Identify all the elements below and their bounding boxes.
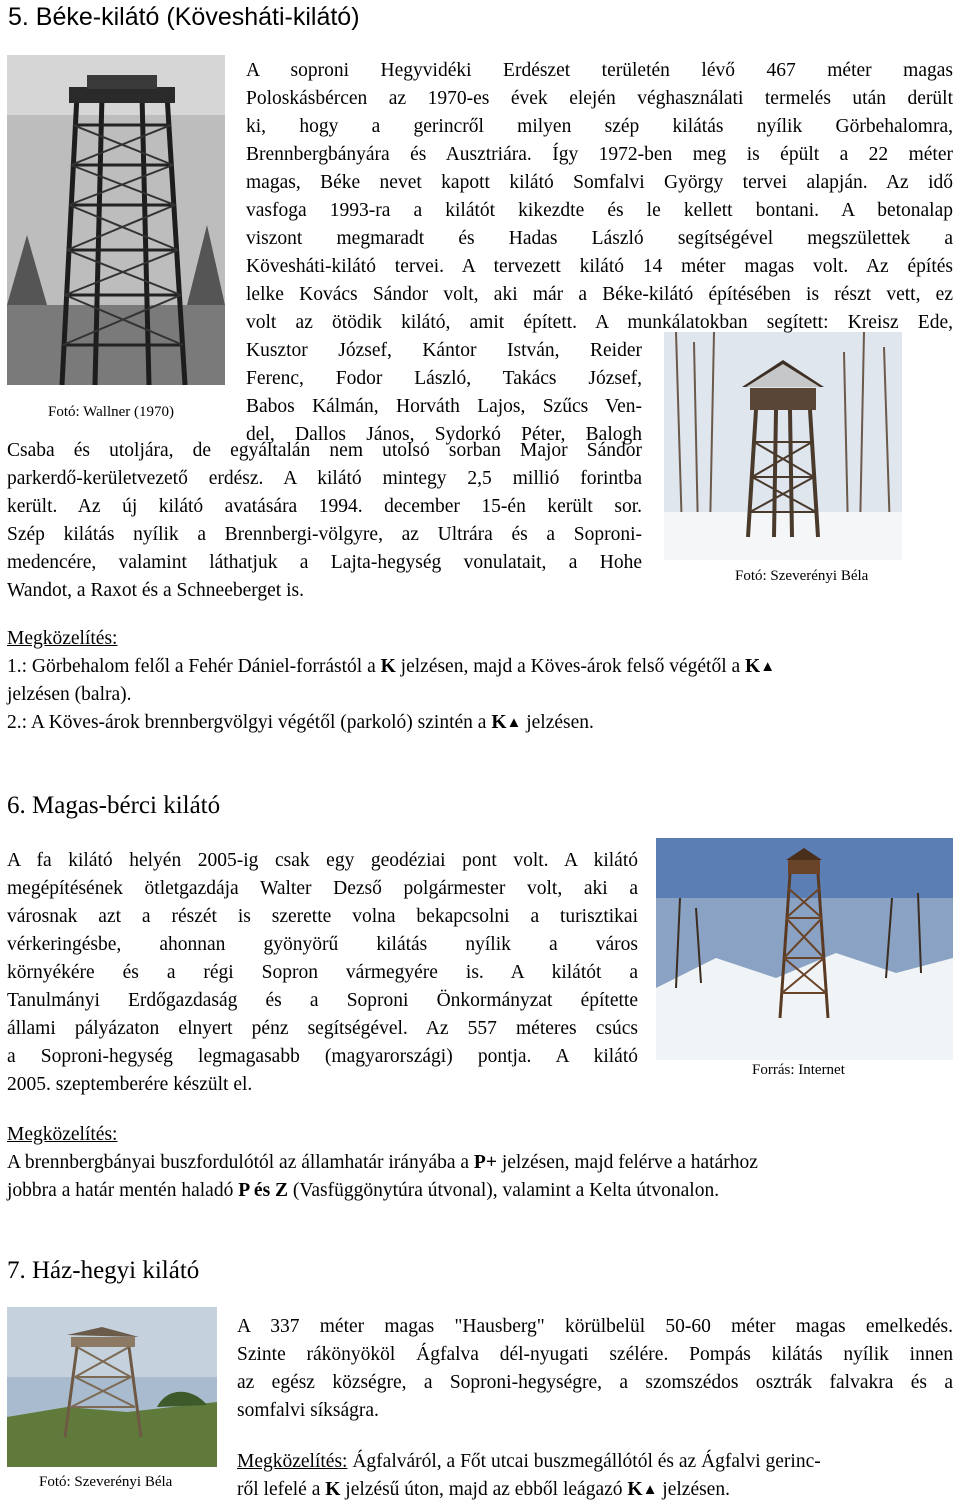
photo-kovesbati-tower-winter [664, 332, 902, 560]
triangle-icon: ▲ [760, 659, 776, 675]
text-line: 2005. szeptemberére készült el. [7, 1074, 253, 1095]
text-line: Babos Kálmán, Horváth Lajos, Szűcs Ven- [246, 396, 642, 417]
section6-approach-label: Megközelítés: [7, 1124, 118, 1145]
text-line: A fa kilátó helyén 2005-ig csak egy geodéziai pont volt. A kilátó [7, 850, 638, 871]
tower-summer-illustration [7, 1307, 217, 1467]
section5-route1 [7, 653, 775, 681]
photo-magas-berci-tower [656, 838, 953, 1060]
section7-route-line2 [237, 1476, 730, 1504]
text-line: Csaba és utoljára, de egyáltalán nem utolsó sorban Major Sándor [7, 440, 642, 461]
photo1-caption: Fotó: Wallner (1970) [48, 404, 174, 420]
photo2-caption: Fotó: Szeverényi Béla [735, 568, 869, 584]
text-line: Wandot, a Raxot és a Schneeberget is. [7, 580, 304, 601]
text-line: vasfoga 1993-ra a kilátót kikezdte és le kellett bontani. A betonalap [246, 200, 953, 221]
triangle-icon: ▲ [642, 1482, 658, 1498]
section6-title: 6. Magas-bérci kilátó [7, 792, 221, 819]
text-line: Kusztor József, Kántor István, Reider [246, 340, 642, 361]
text-line: az egész községre, a Soproni-hegységre, a szomszédos osztrák falvakra és a [237, 1372, 953, 1393]
text-line: állami pályázaton elnyert pénz segítségével. Az 557 méteres csúcs [7, 1018, 638, 1039]
photo-haz-hegyi-tower [7, 1307, 217, 1467]
text-line: ki, hogy a gerincről milyen szép kilátás nyílik Görbehalomra, [246, 116, 953, 137]
section5-route2 [7, 709, 594, 737]
text-line: vérkeringésbe, ahonnan gyönyörű kilátás nyílik a város [7, 934, 638, 955]
section7-approach-label: Megközelítés: [237, 1451, 348, 1472]
trail-mark-k: K [627, 1479, 643, 1500]
section5-paragraph-middle [246, 337, 642, 449]
text-line: volt az ötödik kilátó, amit épített. A munkálatokban segített: Kreisz Ede, [246, 312, 953, 333]
text-line: A 337 méter magas "Hausberg" körülbelül 50-60 méter magas emelkedés. [237, 1316, 953, 1337]
text-line: A soproni Hegyvidéki Erdészet területén lévő 467 méter magas [246, 60, 953, 81]
route-text: jelzésen, majd a Köves-árok felső végétől a [395, 656, 746, 677]
trail-mark-p-z: P és Z [238, 1180, 289, 1201]
route-text: jobbra a határ mentén haladó [7, 1180, 239, 1201]
text-line: Szinte rákönyököl Ágfalva dél-nyugati szélére. Pompás kilátás nyílik innen [237, 1344, 953, 1365]
section6-route-line1 [7, 1149, 758, 1177]
section6-paragraph [7, 847, 638, 1099]
text-line: Ferenc, Fodor László, Takács József, [246, 368, 642, 389]
route-text: ről lefelé a [237, 1479, 326, 1500]
tower-winter-illustration [664, 332, 902, 560]
text-line: Brennbergbányára és Ausztriára. Így 1972-ben meg is épült a 22 méter [246, 144, 953, 165]
trail-mark-k: K [380, 656, 396, 677]
trail-mark-k: K [745, 656, 761, 677]
route-text: jelzésen. [521, 712, 594, 733]
text-line: került. Az új kilátó avatására 1994. december 15-én került sor. [7, 496, 642, 517]
text-line: Kövesháti-kilátó tervei. A tervezett kilátó 14 méter magas volt. Az építés [246, 256, 953, 277]
triangle-icon: ▲ [506, 715, 522, 731]
trail-mark-k: K [491, 712, 507, 733]
text-line: parkerdő-kerületvezető erdész. A kilátó mintegy 2,5 millió forintba [7, 468, 642, 489]
route-text: jelzésen. [657, 1479, 730, 1500]
route-text: jelzésű úton, majd az ebből leágazó [340, 1479, 628, 1500]
section5-approach-label: Megközelítés: [7, 628, 118, 649]
tower-bw-illustration [7, 55, 225, 385]
section7-route-line1 [237, 1448, 821, 1476]
trail-mark-k: K [325, 1479, 341, 1500]
section5-title: 5. Béke-kilátó (Kövesháti-kilátó) [8, 3, 360, 31]
section5-route1-cont: jelzésen (balra). [7, 684, 132, 705]
photo-beke-tower-1970 [7, 55, 225, 385]
photo3-caption: Forrás: Internet [752, 1062, 845, 1078]
route-text: jelzésen, majd felérve a határhoz [496, 1152, 758, 1173]
text-line: lelke Kovács Sándor volt, aki már a Béke-kilátó építésében is részt vett, ez [246, 284, 953, 305]
trail-mark-p-plus: P+ [473, 1152, 497, 1173]
tower-snow-illustration [656, 838, 953, 1060]
route-text: 1.: Görbehalom felől a Fehér Dániel-forrástól a [7, 656, 381, 677]
photo4-caption: Fotó: Szeverényi Béla [39, 1474, 173, 1490]
section5-paragraph-bottom [7, 437, 642, 605]
route-text: (Vasfüggönytúra útvonal), valamint a Kelta útvonalon. [288, 1180, 720, 1201]
text-line: medencére, valamint láthatjuk a Lajta-hegység vonulatait, a Hohe [7, 552, 642, 573]
section6-route-line2 [7, 1177, 719, 1205]
text-line: somfalvi síkságra. [237, 1400, 379, 1421]
section7-title: 7. Ház-hegyi kilátó [7, 1257, 200, 1284]
text-line: a Soproni-hegység legmagasabb (magyarországi) pontja. A kilátó [7, 1046, 638, 1067]
text-line: magas, Béke nevet kapott kilátó Somfalvi György tervei alapján. Az idő [246, 172, 953, 193]
text-line: del, Dallos János, Sydorkó Péter, Balogh [246, 424, 642, 445]
route-text: Ágfalváról, a Főt utcai buszmegállótól és az Ágfalvi gerinc- [347, 1451, 821, 1472]
text-line: viszont megmaradt és Hadas László segítségével megszülettek a [246, 228, 953, 249]
text-line: városnak azt a részét is szerette volna bekapcsolni a turisztikai [7, 906, 638, 927]
text-line: Tanulmányi Erdőgazdaság és a Soproni Önkormányzat építette [7, 990, 638, 1011]
text-line: Poloskásbércen az 1970-es évek elején véghasználati termelés után derült [246, 88, 953, 109]
route-text: 2.: A Köves-árok brennbergvölgyi végétől (parkoló) szintén a [7, 712, 492, 733]
text-line: környékére és a régi Sopron vármegyére is. A kilátót a [7, 962, 638, 983]
text-line: megépítésének ötletgazdája Walter Dezső polgármester volt, aki a [7, 878, 638, 899]
text-line: Szép kilátás nyílik a Brennbergi-völgyre, az Ultrára és a Soproni- [7, 524, 642, 545]
section7-paragraph [237, 1313, 953, 1425]
route-text: A brennbergbányai buszfordulótól az államhatár irányába a [7, 1152, 474, 1173]
section5-paragraph-top [246, 57, 953, 337]
